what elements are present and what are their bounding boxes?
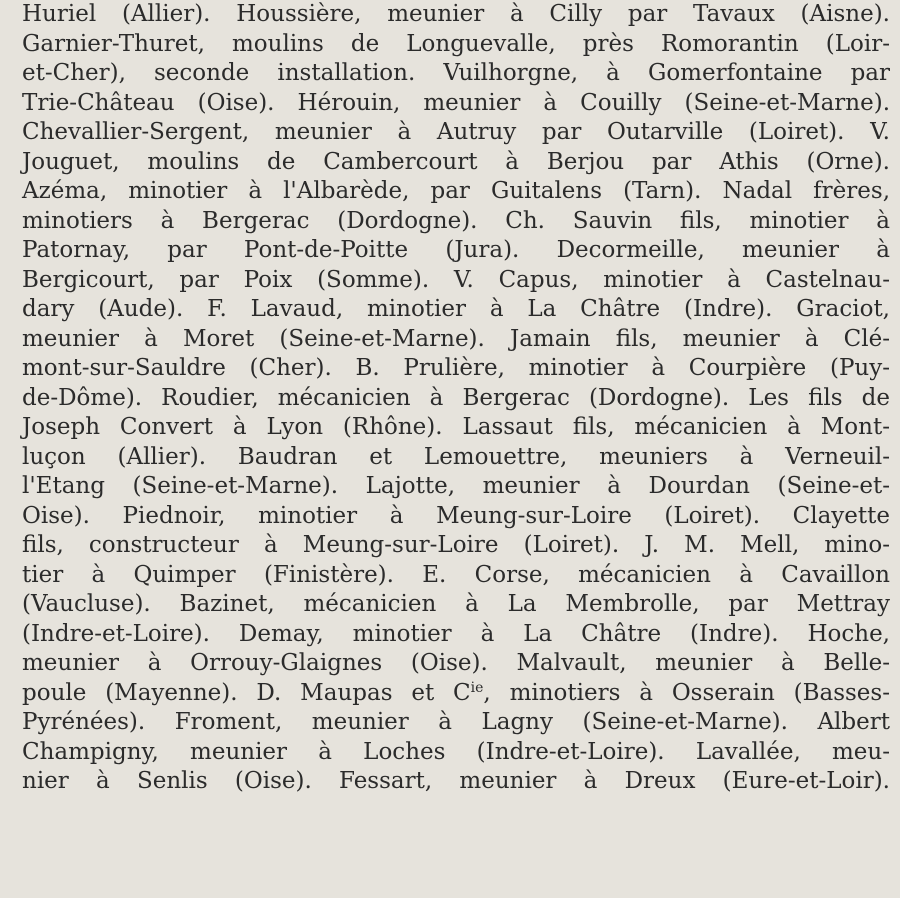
text-line: Huriel (Allier). Houssière, meunier à Cilly par Tavaux (Aisne).: [22, 1, 890, 27]
text-line: fils, constructeur à Meung-sur-Loire (Loiret). J. M. Mell, mino-: [22, 532, 890, 558]
text-line: tier à Quimper (Finistère). E. Corse, mécanicien à Cavaillon: [22, 561, 890, 588]
text-line: Oise). Piednoir, minotier à Meung-sur-Loire (Loiret). Clayette: [22, 502, 890, 529]
text-line: Trie-Château (Oise). Hérouin, meunier à Couilly (Seine-et-Marne).: [22, 89, 890, 116]
text-line: et-Cher), seconde installation. Vuilhorgne, à Gomerfontaine par: [22, 60, 890, 86]
text-line: l'Etang (Seine-et-Marne). Lajotte, meunier à Dourdan (Seine-et-: [22, 473, 890, 499]
text-line: Garnier-Thuret, moulins de Longuevalle, près Romorantin (Loir-: [22, 30, 890, 57]
text-line: (Vaucluse). Bazinet, mécanicien à La Membrolle, par Mettray: [22, 591, 890, 617]
text-line: [22, 679, 890, 709]
text-line: dary (Aude). F. Lavaud, minotier à La Châtre (Indre). Graciot,: [22, 296, 890, 322]
text-line: luçon (Allier). Baudran et Lemouettre, meuniers à Verneuil-: [22, 443, 890, 470]
text-line: nier à Senlis (Oise). Fessart, meunier à Dreux (Eure-et-Loir).: [22, 768, 890, 794]
text-line: Chevallier-Sergent, meunier à Autruy par Outarville (Loiret). V.: [22, 119, 890, 145]
text-line: Jouguet, moulins de Cambercourt à Berjou par Athis (Orne).: [22, 148, 890, 175]
text-line: de-Dôme). Roudier, mécanicien à Bergerac (Dordogne). Les fils de: [22, 384, 890, 411]
text-line: Bergicourt, par Poix (Somme). V. Capus, minotier à Castelnau-: [22, 266, 890, 293]
text-block: [22, 0, 890, 797]
superscript: ie: [470, 679, 484, 696]
text-line: Pyrénées). Froment, meunier à Lagny (Seine-et-Marne). Albert: [22, 709, 890, 735]
text-line: meunier à Moret (Seine-et-Marne). Jamain fils, meunier à Clé-: [22, 325, 890, 352]
text-segment: poule (Mayenne). D. Maupas et C: [22, 679, 471, 706]
text-line: (Indre-et-Loire). Demay, minotier à La Châtre (Indre). Hoche,: [22, 620, 890, 647]
text-line: Azéma, minotier à l'Albarède, par Guitalens (Tarn). Nadal frères,: [22, 178, 890, 204]
text-line: minotiers à Bergerac (Dordogne). Ch. Sauvin fils, minotier à: [22, 207, 890, 234]
text-line: mont-sur-Sauldre (Cher). B. Prulière, minotier à Courpière (Puy-: [22, 355, 890, 381]
text-line: meunier à Orrouy-Glaignes (Oise). Malvault, meunier à Belle-: [22, 650, 890, 676]
text-line: Champigny, meunier à Loches (Indre-et-Loire). Lavallée, meu-: [22, 738, 890, 765]
text-segment: , minotiers à Osserain (Basses-: [483, 679, 890, 706]
text-line: Patornay, par Pont-de-Poitte (Jura). Decormeille, meunier à: [22, 237, 890, 263]
text-line: Joseph Convert à Lyon (Rhône). Lassaut fils, mécanicien à Mont-: [22, 414, 890, 440]
